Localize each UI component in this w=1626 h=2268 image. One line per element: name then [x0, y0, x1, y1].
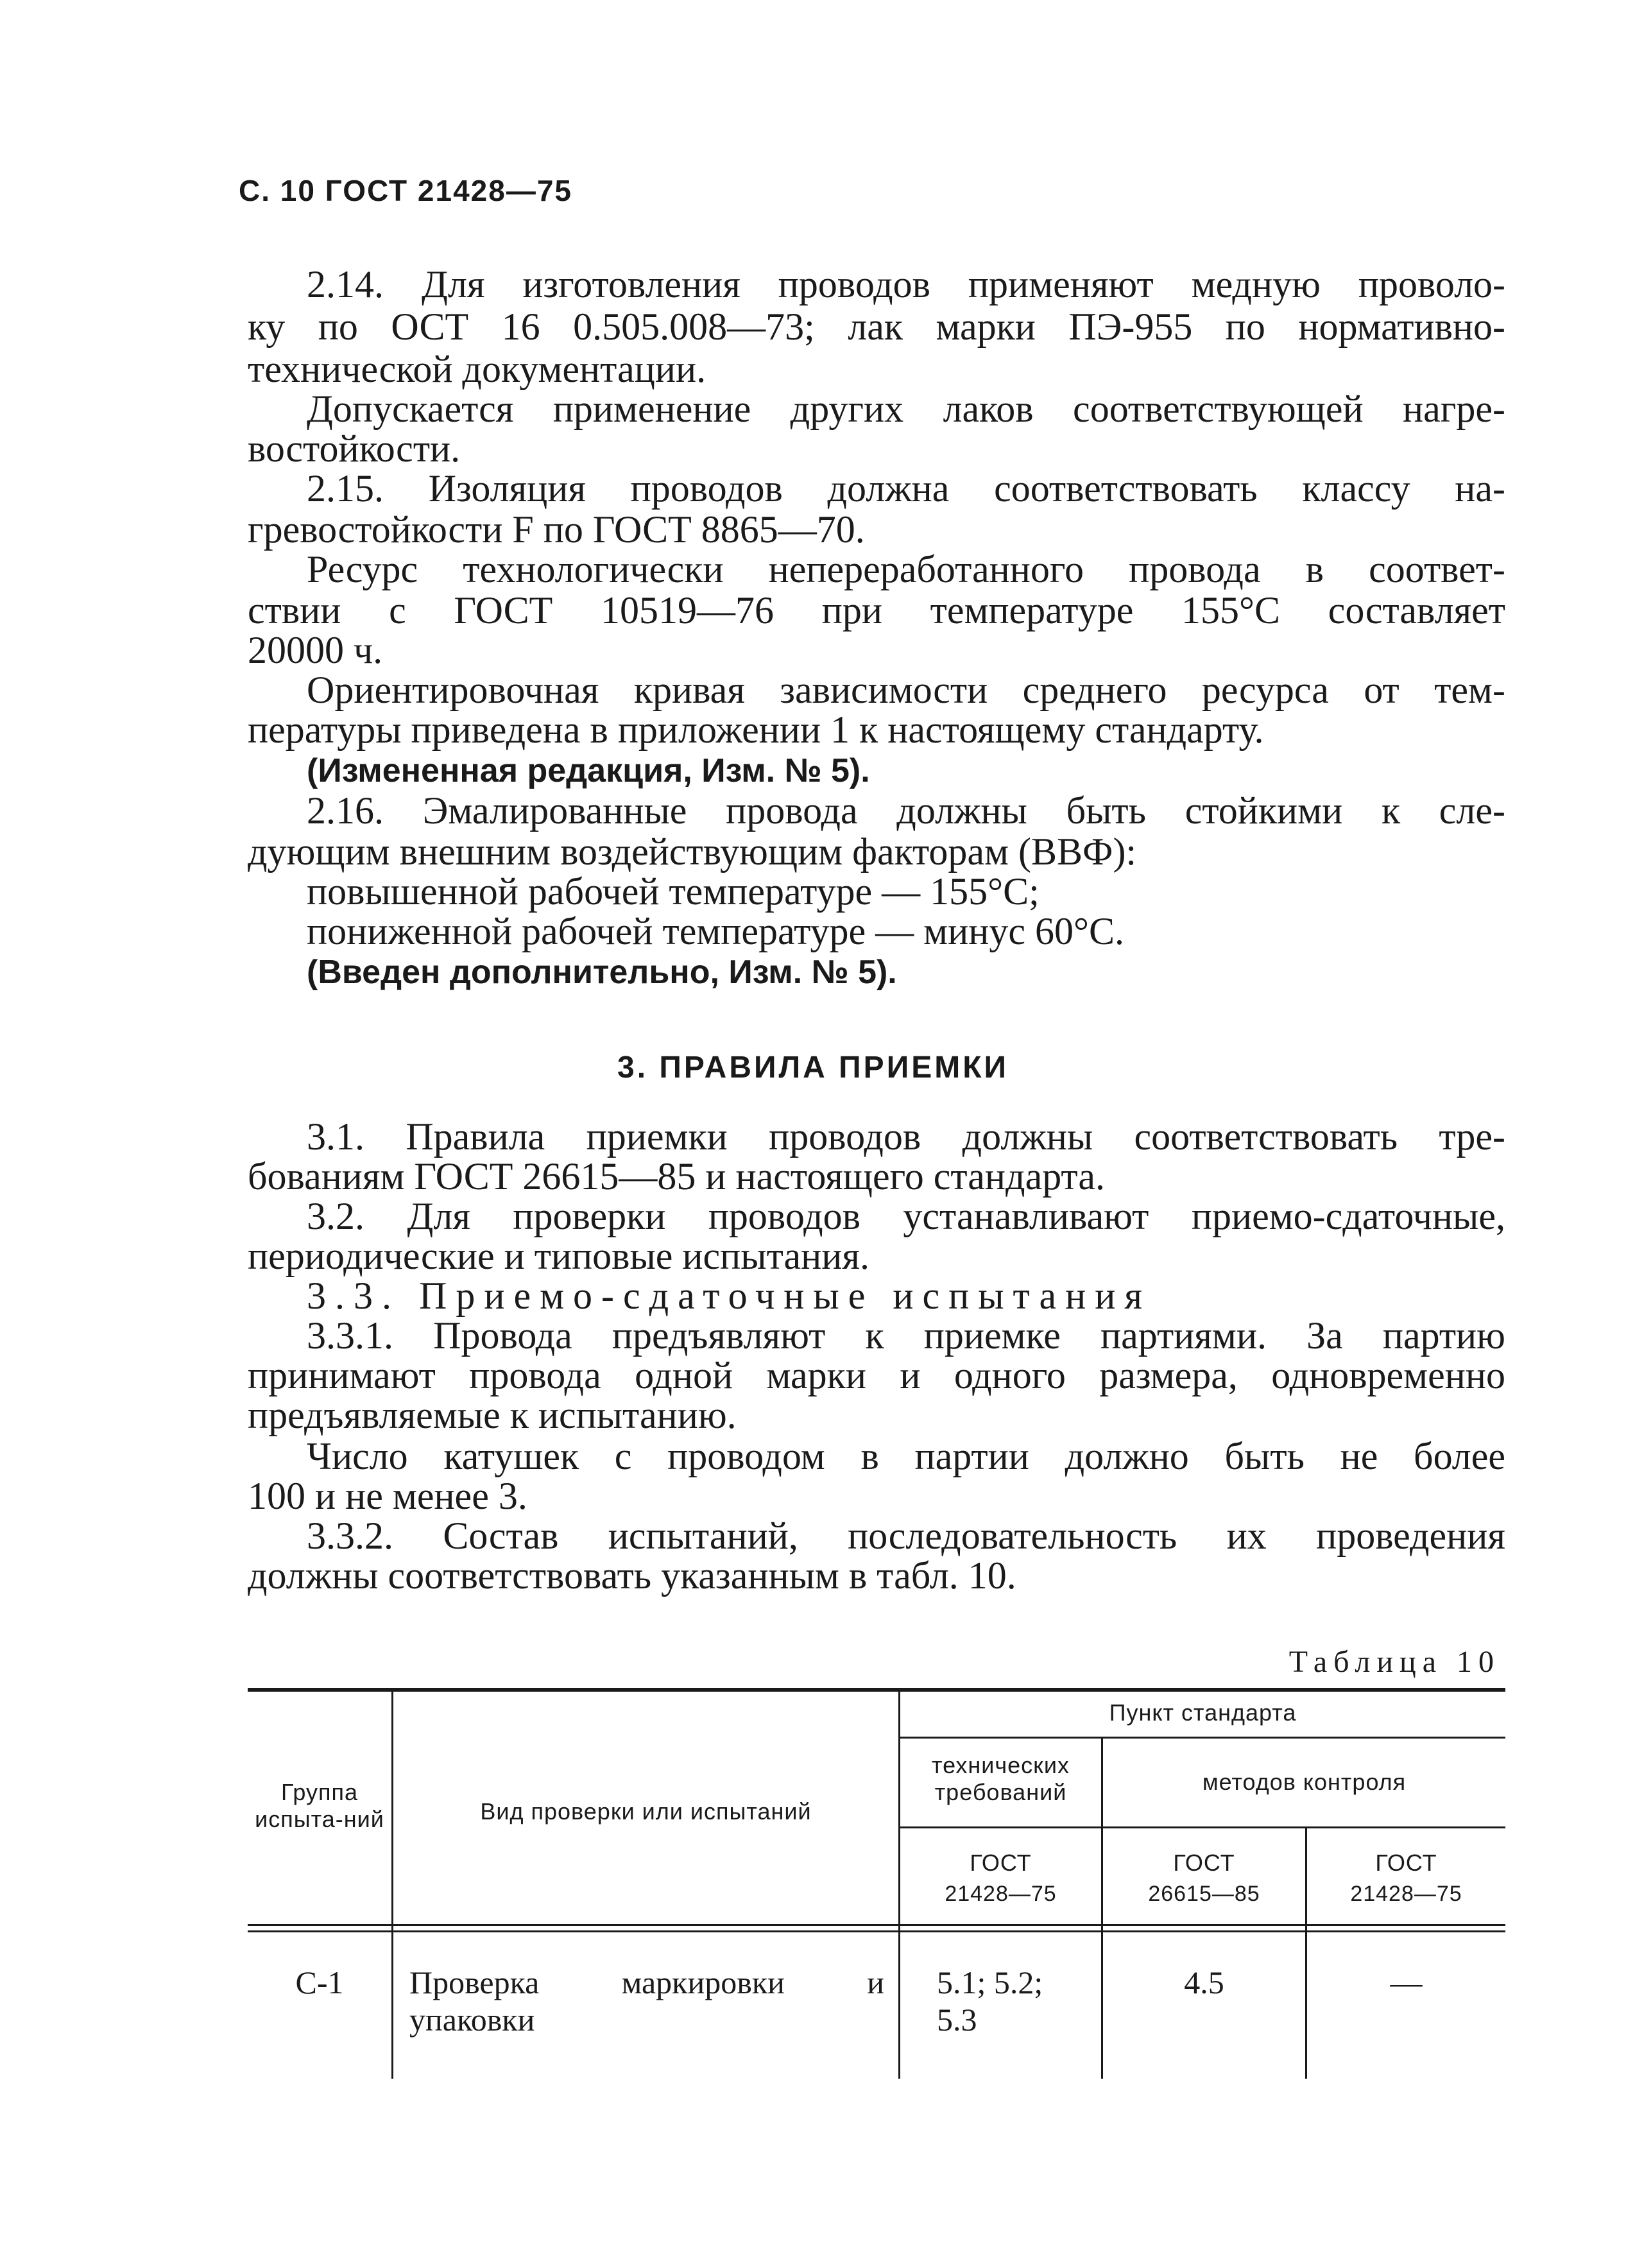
text-line: Допускается применение других лаков соответствующей нагре-: [307, 388, 1505, 430]
cell-tech: 5.1; 5.2;: [937, 1964, 1043, 2000]
cell-tech: 5.3: [937, 2002, 977, 2038]
text-line: пониженной рабочей температуре — минус 60°С.: [307, 910, 1125, 952]
col-header-standard: Пункт стандарта: [1109, 1699, 1297, 1726]
text-line: бованиям ГОСТ 26615—85 и настоящего стандарта.: [248, 1155, 1105, 1198]
amendment-note: (Введен дополнительно, Изм. № 5).: [307, 954, 897, 991]
text-line: должны соответствовать указанным в табл. 10.: [248, 1554, 1016, 1597]
text-line: 3.1. Правила приемки проводов должны соответствовать тре-: [307, 1115, 1505, 1158]
text-line: предъявляемые к испытанию.: [248, 1394, 737, 1436]
text-line: 2.15. Изоляция проводов должна соответствовать классу на-: [307, 467, 1505, 510]
text-line: 2.16. Эмалированные провода должны быть стойкими к сле-: [307, 789, 1505, 832]
col-header-group: Группа испыта-ний: [255, 1779, 384, 1832]
text-line: ку по ОСТ 16 0.505.008—73; лак марки ПЭ-955 по нормативно-: [248, 305, 1505, 348]
col-header-methods: методов контроля: [1202, 1769, 1407, 1795]
col-header-tech: технических требований: [932, 1752, 1070, 1805]
amendment-note: (Измененная редакция, Изм. № 5).: [307, 752, 870, 789]
col-header-kind: Вид проверки или испытаний: [480, 1798, 812, 1825]
subsection-title: 3.3. Приемо-сдаточные испытания: [307, 1275, 1151, 1317]
text-line: Число катушек с проводом в партии должно быть не более: [307, 1435, 1505, 1477]
col-header-gost-methods-2: ГОСТ: [1375, 1850, 1437, 1876]
section-title: 3. ПРАВИЛА ПРИЕМКИ: [617, 1051, 1009, 1085]
table-header-rule: [248, 1930, 1505, 1932]
table-rule: [898, 1826, 1505, 1828]
table-rule: [898, 1737, 1505, 1739]
text-line: ствии с ГОСТ 10519—76 при температуре 155°С составляет: [248, 589, 1505, 631]
cell-kind: Проверка маркировки и: [409, 1964, 884, 2000]
cell-kind: упаковки: [409, 2002, 535, 2038]
cell-method-2: —: [1390, 1964, 1423, 2000]
table-header-rule: [248, 1924, 1505, 1926]
table-caption: Таблица 10: [1288, 1645, 1500, 1679]
text-line: Ресурс технологически непереработанного провода в соответ-: [307, 548, 1505, 590]
text-line: дующим внешним воздействующим факторам (ВВФ):: [248, 830, 1137, 873]
table-top-rule: [248, 1688, 1505, 1692]
text-line: принимают провода одной марки и одного размера, одновременно: [248, 1354, 1505, 1396]
text-line: 20000 ч.: [248, 629, 383, 671]
text-line: пературы приведена в приложении 1 к настоящему стандарту.: [248, 709, 1264, 751]
text-line: периодические и типовые испытания.: [248, 1235, 869, 1277]
text-line: повышенной рабочей температуре — 155°С;: [307, 870, 1040, 913]
page-header: С. 10 ГОСТ 21428—75: [239, 174, 573, 207]
col-header-gost-tech-num: 21428—75: [945, 1882, 1057, 1906]
text-line: 2.14. Для изготовления проводов применяют медную проволо-: [307, 263, 1505, 305]
col-header-gost-methods-1: ГОСТ: [1173, 1850, 1235, 1876]
text-line: 3.2. Для проверки проводов устанавливают приемо-сдаточные,: [307, 1195, 1505, 1237]
col-header-gost-tech: ГОСТ: [970, 1850, 1032, 1876]
text-line: востойкости.: [248, 427, 461, 470]
text-line: 3.3.1. Провода предъявляют к приемке партиями. За партию: [307, 1314, 1505, 1357]
col-header-gost-methods-1-num: 26615—85: [1148, 1882, 1260, 1906]
text-line: Ориентировочная кривая зависимости среднего ресурса от тем-: [307, 669, 1505, 711]
table-col-rule: [391, 1692, 393, 2079]
cell-method-1: 4.5: [1184, 1964, 1224, 2000]
col-header-gost-methods-2-num: 21428—75: [1350, 1882, 1462, 1906]
text-line: гревостойкости F по ГОСТ 8865—70.: [248, 508, 865, 551]
text-line: 3.3.2. Состав испытаний, последовательность их проведения: [307, 1515, 1505, 1557]
text-line: 100 и не менее 3.: [248, 1475, 527, 1517]
cell-group: С-1: [295, 1964, 344, 2000]
text-line: технической документации.: [248, 348, 706, 390]
